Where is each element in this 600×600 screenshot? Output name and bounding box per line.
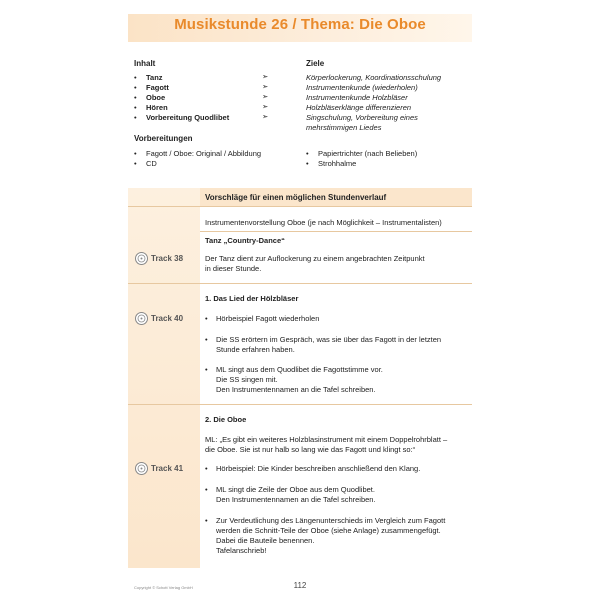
tanz-text-line: Der Tanz dient zur Auflockerung zu einem angebrachten Zeitpunkt xyxy=(205,254,425,263)
vorbereitung-item: Fagott / Oboe: Original / Abbildung xyxy=(146,149,262,158)
s2-bullet: Hörbeispiel: Die Kinder beschreiben anschließend den Klang. xyxy=(216,464,421,473)
s2-bullet-line: Tafelanschrieb! xyxy=(216,546,267,555)
cd-icon xyxy=(135,252,148,265)
ziel-item: Singschulung, Vorbereitung eines xyxy=(306,113,418,122)
inhalt-item: Oboe xyxy=(146,93,166,102)
divider xyxy=(200,231,472,232)
inhalt-item: Vorbereitung Quodlibet xyxy=(146,113,230,122)
inhalt-item: Hören xyxy=(146,103,168,112)
track-41 xyxy=(135,462,183,475)
cd-icon xyxy=(135,462,148,475)
page-title: Musikstunde 26 / Thema: Die Oboe xyxy=(174,16,426,33)
arrow-icon: ➣ xyxy=(262,102,269,111)
section2-title: 2. Die Oboe xyxy=(205,415,247,424)
vorbereitung-item: Strohhalme xyxy=(318,159,357,168)
page-number: 112 xyxy=(293,581,307,590)
ziel-item: mehrstimmigen Liedes xyxy=(306,123,382,132)
arrow-icon: ➣ xyxy=(262,92,269,101)
track-40 xyxy=(135,312,183,325)
plan-heading: Vorschläge für einen möglichen Stundenverlauf xyxy=(205,193,387,202)
arrow-icon: ➣ xyxy=(262,82,269,91)
s2-bullet-line: Den Instrumentennamen an die Tafel schreiben. xyxy=(216,495,376,504)
ziel-item: Holzbläserklänge differenzieren xyxy=(306,103,412,112)
s2-bullet-line: ML singt die Zeile der Oboe aus dem Quodlibet. xyxy=(216,485,375,494)
tanz-title: Tanz „Country-Dance“ xyxy=(205,236,285,245)
divider xyxy=(128,206,472,207)
inhalt-heading: Inhalt xyxy=(134,59,156,68)
track-label: Track 38 xyxy=(151,254,184,263)
s1-bullet: Hörbeispiel Fagott wiederholen xyxy=(216,314,320,323)
inhalt-item: Fagott xyxy=(146,83,169,92)
s2-quote-line: ML: „Es gibt ein weiteres Holzblasinstrument mit einem Doppelrohrblatt – xyxy=(205,435,448,444)
intro-text: Instrumentenvorstellung Oboe (je nach Möglichkeit – Instrumentalisten) xyxy=(205,218,442,227)
inhalt-item: Tanz xyxy=(146,73,163,82)
s2-bullet-line: Dabei die Bauteile benennen. xyxy=(216,536,315,545)
vorbereitung-item: CD xyxy=(146,159,157,168)
s2-quote-line: die Oboe. Sie ist nur halb so lang wie das Fagott und klingt so:“ xyxy=(205,445,416,454)
s1-bullet-line: Die SS singen mit. xyxy=(216,375,278,384)
divider xyxy=(128,283,472,284)
cd-icon xyxy=(135,312,148,325)
s1-bullet-line: Den Instrumentennamen an die Tafel schreiben. xyxy=(216,385,376,394)
s2-bullet-line: Zur Verdeutlichung des Längenunterschieds im Vergleich zum Fagott xyxy=(216,516,446,525)
arrow-icon: ➣ xyxy=(262,112,269,121)
ziel-item: Instrumentenkunde (wiederholen) xyxy=(306,83,418,92)
vorbereitungen-heading: Vorbereitungen xyxy=(134,134,193,143)
track-label: Track 40 xyxy=(151,314,184,323)
vorbereitung-item: Papiertrichter (nach Belieben) xyxy=(318,149,418,158)
track-38 xyxy=(135,252,183,265)
ziel-item: Instrumentenkunde Holzbläser xyxy=(306,93,408,102)
s1-bullet-line: Die SS erörtern im Gespräch, was sie über das Fagott in der letzten xyxy=(216,335,442,344)
ziel-item: Körperlockerung, Koordinationsschulung xyxy=(306,73,442,82)
track-column xyxy=(128,188,200,568)
s2-bullet-line: werden die Schnitt-Teile der Oboe (siehe Anlage) zusammengefügt. xyxy=(216,526,441,535)
section1-title: 1. Das Lied der Hölzbläser xyxy=(205,294,299,303)
divider xyxy=(128,404,472,405)
tanz-text-line: in dieser Stunde. xyxy=(205,264,262,273)
s1-bullet-line: ML singt aus dem Quodlibet die Fagottstimme vor. xyxy=(216,365,383,374)
track-label: Track 41 xyxy=(151,464,184,473)
s1-bullet-line: Stunde erfahren haben. xyxy=(216,345,295,354)
copyright-footer: Copyright © Schott Verlag GmbH xyxy=(134,585,193,590)
arrow-icon: ➣ xyxy=(262,72,269,81)
ziele-heading: Ziele xyxy=(306,59,325,68)
